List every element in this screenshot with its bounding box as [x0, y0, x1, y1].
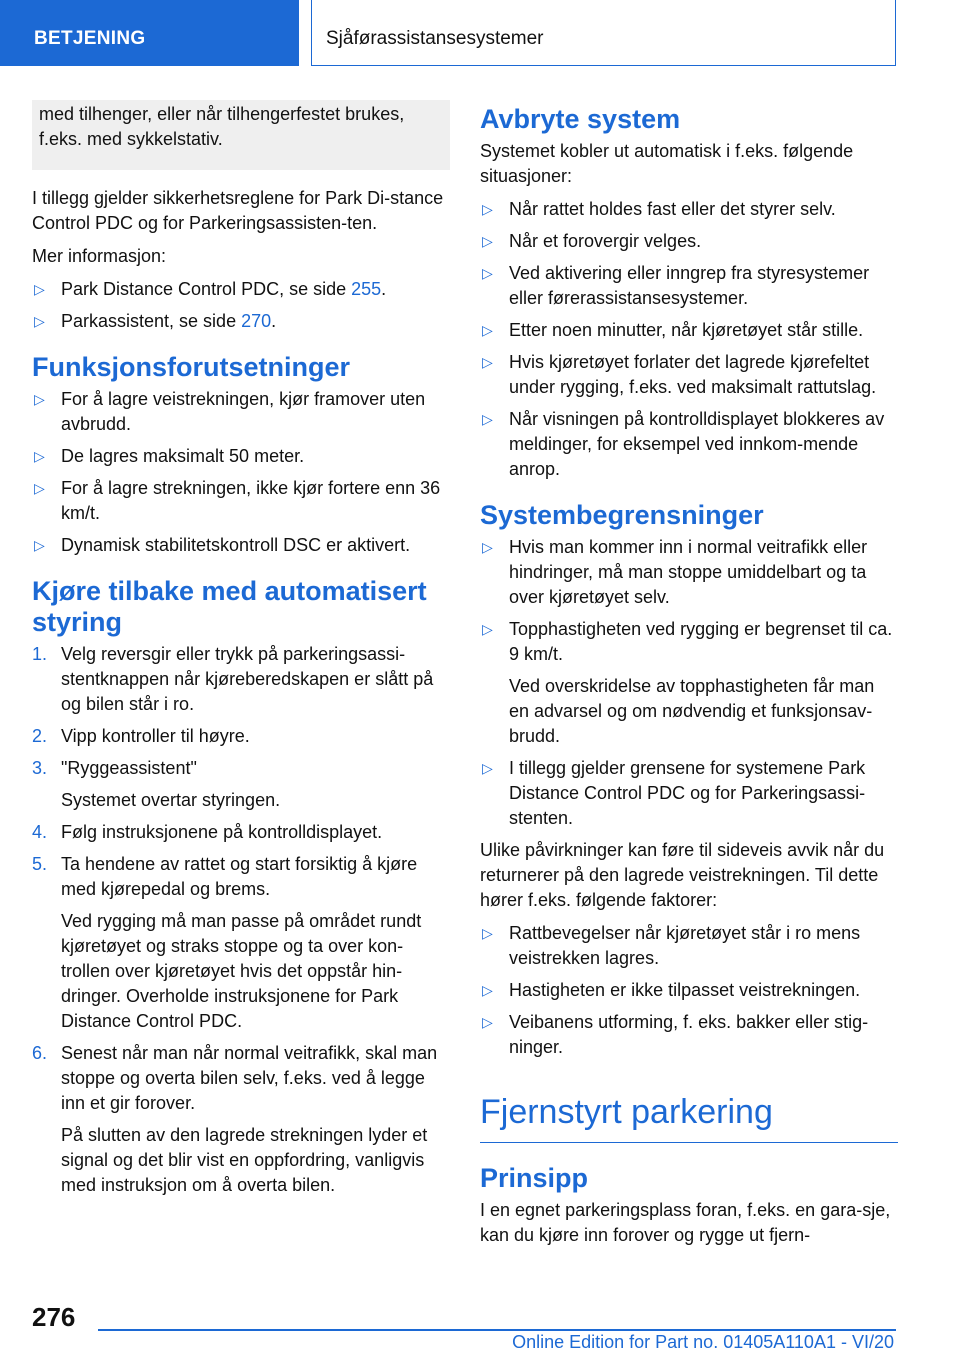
more-info-label: Mer informasjon:: [32, 246, 167, 266]
step-number: 3.: [32, 758, 48, 778]
list-item: ▷ Hvis man kommer inn i normal veitrafikk eller hindringer, må man stoppe umiddelbart og ta over kjøretøyet selv.: [482, 537, 868, 607]
triangle-bullet-icon: ▷: [482, 621, 493, 637]
prerequisites-list: [32, 387, 450, 558]
header-section-tab: [0, 0, 299, 66]
triangle-bullet-icon: ▷: [34, 281, 45, 297]
principle-paragraph: I en egnet parkeringsplass foran, f.eks. en gara-sje, kan du kjøre inn forover og rygge ut fjern-: [480, 1200, 891, 1245]
triangle-bullet-icon: ▷: [34, 537, 45, 553]
triangle-bullet-icon: ▷: [482, 265, 493, 281]
list-item: ▷ Hastigheten er ikke tilpasset veistrekningen.: [480, 978, 898, 1003]
abort-intro: Systemet kobler ut automatisk i f.eks. følgende situasjoner:: [480, 141, 854, 186]
steps-list: [32, 642, 450, 1198]
left-column: [32, 100, 450, 1205]
step-item: 4. Følg instruksjonene på kontrolldisplayet.: [32, 820, 450, 845]
step-number: 4.: [32, 822, 48, 842]
list-item: ▷ Når et forovergir velges.: [480, 229, 898, 254]
step-item: 5. Ta hendene av rattet og start forsiktig å kjøre med kjørepedal og brems. Ved rygging må man passe på området rundt kjøretøyet og straks stoppe og ta over kon-trollen over kjøretøyet hvis det oppstår hin-dringer. Overholde instruksjonene for Park Distance Control PDC.: [32, 852, 450, 1034]
step-note: Systemet overtar styringen.: [61, 790, 281, 810]
heading-abort-system: Avbryte system: [480, 104, 681, 134]
triangle-bullet-icon: ▷: [482, 539, 493, 555]
list-item: ▷ Park Distance Control PDC, se side 255.: [32, 277, 450, 302]
continued-note: med tilhenger, eller når tilhengerfestet brukes, f.eks. med sykkelstativ.: [32, 100, 450, 170]
heading-remote-parking: Fjernstyrt parkering: [480, 1092, 898, 1143]
triangle-bullet-icon: ▷: [482, 354, 493, 370]
list-item: ▷ Ved aktivering eller inngrep fra styresystemer eller førerassistansesystemer.: [482, 263, 870, 308]
triangle-bullet-icon: ▷: [34, 391, 45, 407]
heading-drive-back: Kjøre tilbake med automatisert styring: [32, 576, 427, 637]
list-item: ▷ Etter noen minutter, når kjøretøyet står stille.: [480, 318, 898, 343]
header-chapter-tab: [311, 0, 896, 66]
triangle-bullet-icon: ▷: [482, 411, 493, 427]
list-item: ▷ Parkassistent, se side 270.: [32, 309, 450, 334]
footer-divider: [98, 1329, 896, 1331]
list-item: ▷ Rattbevegelser når kjøretøyet står i ro mens veistrekken lagres.: [482, 923, 861, 968]
triangle-bullet-icon: ▷: [482, 201, 493, 217]
triangle-bullet-icon: ▷: [482, 925, 493, 941]
list-item: ▷ Dynamisk stabilitetskontroll DSC er aktivert.: [32, 533, 450, 558]
header-chapter-label: Sjåførassistansesystemer: [326, 28, 544, 49]
list-item: ▷ Topphastigheten ved rygging er begrenset til ca. 9 km/t. Ved overskridelse av topphastigheten får man en advarsel og om nødvendig et funksjonsav-brudd.: [480, 617, 898, 749]
safety-paragraph: I tillegg gjelder sikkerhetsreglene for Park Di-stance Control PDC og for Parkeringsassisten-ten.: [32, 188, 444, 233]
list-item: ▷ For å lagre strekningen, ikke kjør fortere enn 36 km/t.: [34, 478, 441, 523]
limits-list: [480, 535, 898, 831]
triangle-bullet-icon: ▷: [482, 1014, 493, 1030]
more-info-list: [32, 277, 450, 334]
limits-paragraph: Ulike påvirkninger kan føre til sideveis avvik når du returnerer på den lagrede veistrekningen. Til dette hører f.eks. følgende faktorer:: [480, 840, 885, 910]
abort-list: [480, 197, 898, 482]
list-item: ▷ Når visningen på kontrolldisplayet blokkeres av meldinger, for eksempel ved innkom-mende anrop.: [482, 409, 885, 479]
triangle-bullet-icon: ▷: [482, 760, 493, 776]
triangle-bullet-icon: ▷: [34, 313, 45, 329]
step-item: 2. Vipp kontroller til høyre.: [32, 724, 450, 749]
list-item: ▷ Veibanens utforming, f. eks. bakker eller stig-ninger.: [482, 1012, 869, 1057]
step-number: 6.: [32, 1043, 48, 1063]
step-item: 1. Velg reversgir eller trykk på parkeringsassi-stentknappen når kjøreberedskapen er slått på og bilen står i ro.: [32, 644, 434, 714]
footer-edition: Online Edition for Part no. 01405A110A1 - VI/20: [512, 1332, 894, 1352]
page-reference-link[interactable]: 255: [351, 279, 382, 299]
header-section-label: BETJENING: [34, 28, 146, 49]
factors-list: [480, 921, 898, 1060]
triangle-bullet-icon: ▷: [482, 322, 493, 338]
heading-system-limits: Systembegrensninger: [480, 500, 764, 530]
list-item: ▷ Hvis kjøretøyet forlater det lagrede kjørefeltet under rygging, f.eks. ved maksimalt rattutslag.: [482, 352, 877, 397]
list-item: ▷ De lagres maksimalt 50 meter.: [32, 444, 450, 469]
step-item: 3. "Ryggeassistent" Systemet overtar styringen.: [32, 756, 450, 813]
triangle-bullet-icon: ▷: [482, 233, 493, 249]
triangle-bullet-icon: ▷: [34, 448, 45, 464]
step-number: 2.: [32, 726, 48, 746]
step-number: 5.: [32, 854, 48, 874]
right-column: [480, 100, 898, 1256]
step-note: På slutten av den lagrede strekningen lyder et signal og det blir vist en oppfordring, vanligvis med instruksjon om å overta bilen.: [61, 1125, 428, 1195]
page-number: 276: [32, 1302, 76, 1332]
triangle-bullet-icon: ▷: [482, 982, 493, 998]
limit-note: Ved overskridelse av topphastigheten får man en advarsel og om nødvendig et funksjonsav-brudd.: [509, 676, 875, 746]
triangle-bullet-icon: ▷: [34, 480, 45, 496]
heading-prerequisites: Funksjonsforutsetninger: [32, 352, 351, 382]
step-number: 1.: [32, 644, 48, 664]
list-item: ▷ I tillegg gjelder grensene for systemene Park Distance Control PDC og for Parkeringsassi-stenten.: [482, 758, 866, 828]
list-item: ▷ Når rattet holdes fast eller det styrer selv.: [480, 197, 898, 222]
step-note: Ved rygging må man passe på området rundt kjøretøyet og straks stoppe og ta over kon-trollen over kjøretøyet hvis det oppstår hin-dringer. Overholde instruksjonene for Park Distance Control PDC.: [61, 911, 422, 1031]
page-reference-link[interactable]: 270: [241, 311, 272, 331]
heading-principle: Prinsipp: [480, 1163, 589, 1193]
list-item: ▷ For å lagre veistrekningen, kjør framover uten avbrudd.: [34, 389, 426, 434]
step-item: 6. Senest når man når normal veitrafikk, skal man stoppe og overta bilen selv, f.eks. ved å legge inn et gir forover. På slutten av den lagrede strekningen lyder et signal og det blir vist en oppfordring, vanligvis med instruksjon om å overta bilen.: [32, 1041, 450, 1198]
